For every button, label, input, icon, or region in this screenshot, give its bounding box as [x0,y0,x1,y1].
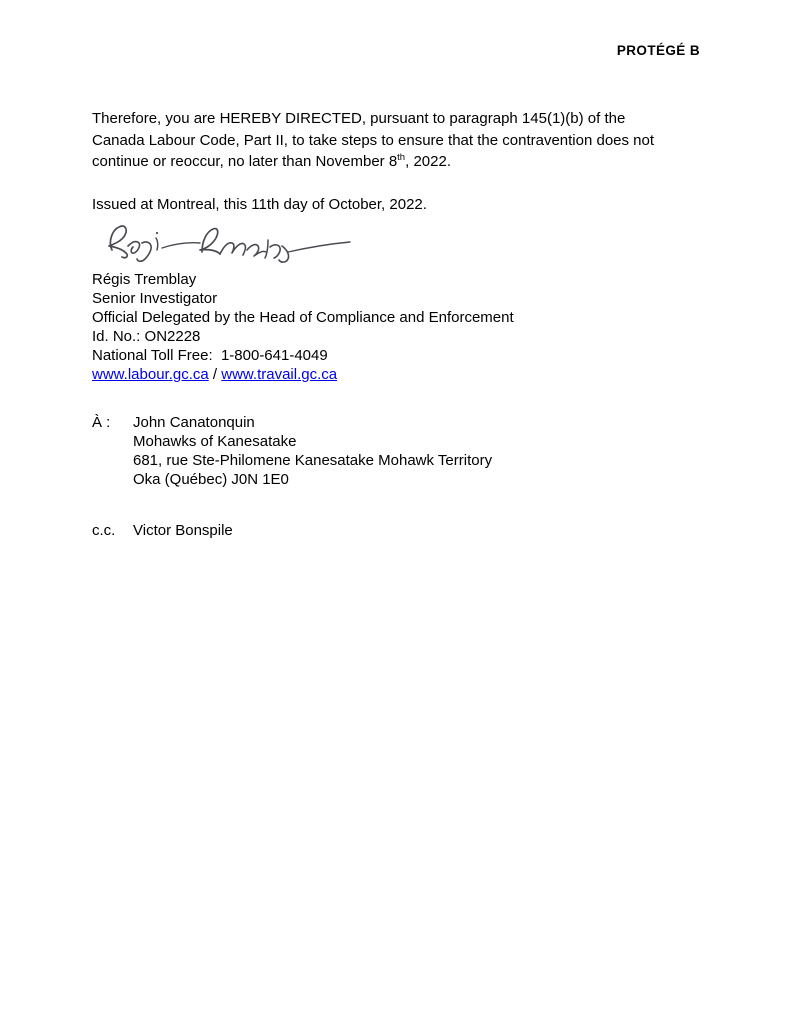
cc-label: c.c. [92,522,116,539]
cc-recipient: Victor Bonspile [133,522,233,539]
website-links [92,365,652,384]
signer-delegation: Official Delegated by the Head of Compliance and Enforcement [92,309,514,326]
addressee-block [92,413,652,489]
cc-block [92,521,233,540]
handwritten-signature-icon [92,216,392,268]
travail-website-link[interactable]: www.travail.gc.ca [221,366,338,383]
classification-header: PROTÉGÉ B [616,43,700,58]
direction-paragraph [92,108,682,173]
signer-title: Senior Investigator [92,290,218,307]
direction-paragraph-text-before: Therefore, you are HEREBY DIRECTED, pursuant to paragraph 145(1)(b) of the Canada Labour Code, Part II, to take steps to ensure that the contravention does not continue or reoccur, no later than November 8 [92,110,655,170]
paragraph-spacer [92,173,682,194]
addressee-lines [133,413,492,489]
addressee-organization: Mohawks of Kanesatake [133,433,297,450]
addressee-city-postal: Oka (Québec) J0N 1E0 [133,471,289,488]
signer-name: Régis Tremblay [92,271,197,288]
ordinal-superscript: th [397,152,406,163]
addressee-label: À : [92,414,111,431]
addressee-street: 681, rue Ste-Philomene Kanesatake Mohawk Territory [133,452,493,469]
direction-paragraph-text-after: , 2022. [405,153,451,170]
signature-area [92,216,392,268]
link-separator: / [208,366,222,383]
signature-block [92,270,652,384]
issued-line: Issued at Montreal, this 11th day of October, 2022. [92,195,427,213]
addressee-row [92,413,652,489]
signer-toll-free: National Toll Free: 1-800-641-4049 [92,347,328,364]
classification-header-band [0,42,700,60]
addressee-name: John Canatonquin [133,414,255,431]
labour-website-link[interactable]: www.labour.gc.ca [92,366,209,383]
signer-id-number: Id. No.: ON2228 [92,328,201,345]
document-body [92,108,682,215]
